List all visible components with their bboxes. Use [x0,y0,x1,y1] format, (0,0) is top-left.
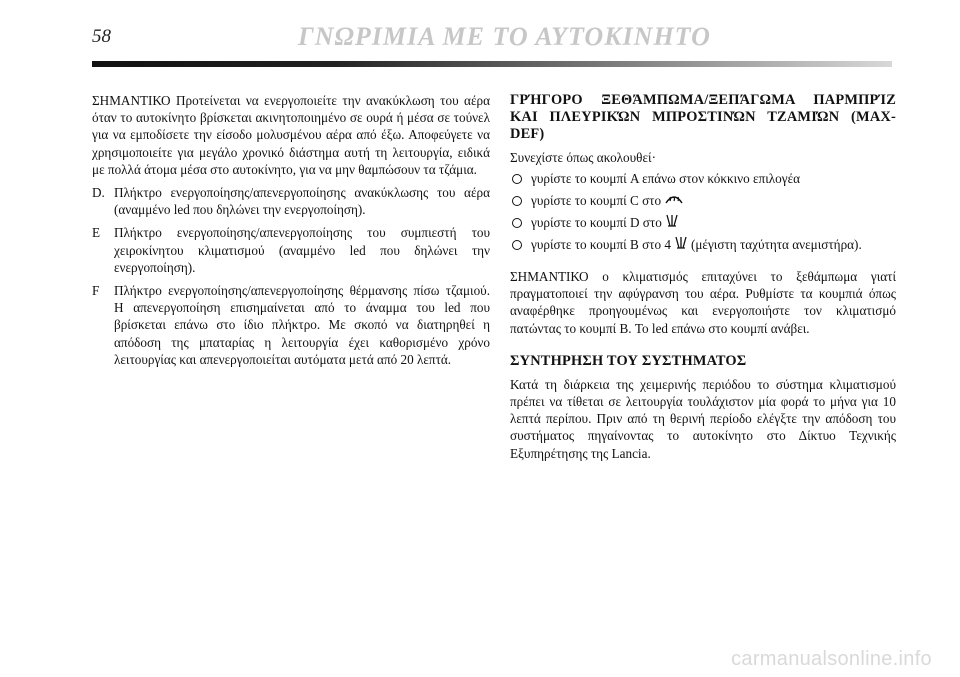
fan-icon [665,214,679,232]
definition-key: F [92,283,100,299]
bullet-circle-icon [512,240,522,250]
definition-text: Πλήκτρο ενεργοποίησης/απενεργοποίησης θέρμανσης πίσω τζαμιού. Η απενεργοποίηση επισημαίνεται από το άναμμα του led που βρίσκεται επάνω στο ίδιο πλήκτρο. Με σκοπό να διατηρηθεί η απόδοση της μπαταρίας η λειτουργία έχει καθορισμένο χρόνο λειτουργίας και απενεργοποιείται αυτόματα μετά από 20 λεπτά. [114,283,490,367]
watermark: carmanualsonline.info [731,648,932,670]
page-number: 58 [92,26,111,47]
step-text-suffix: (μέγιστη ταχύτητα ανεμιστήρα). [690,237,862,253]
step-item [510,170,896,187]
bullet-circle-icon [512,196,522,206]
section-heading-maintenance: ΣΥΝΤΗΡΗΣΗ ΤΟΥ ΣΥΣΤΗΜΑΤΟΣ [510,352,747,369]
step-item [510,191,896,209]
step-text: γυρίστε το κουμπί C στο [531,192,662,208]
page-title: ΓΝΩΡΙΜΙΑ ΜΕ ΤΟ ΑΥΤΟΚΙΝΗΤΟ [298,22,711,51]
step-item [510,214,896,232]
definition-key: E [92,225,101,241]
definition-text: Πλήκτρο ενεργοποίησης/απενεργοποίησης του συμπιεστή του χειροκίνητου κλιματισμού (αναμμένο led που δηλώνει την ενεργοποίηση). [114,225,490,275]
maintenance-paragraph: Κατά τη διάρκεια της χειμερινής περιόδου το σύστημα κλιματισμού πρέπει να τίθεται σε λειτουργία τουλάχιστον μία φορά το μήνα για 10 λεπτά περίπου. Πριν από τη θερινή περίοδο ελέγξτε την απόδοση του συστήματος πηγαίνοντας το αυτοκίνητο στο Δίκτυο Τεχνικής Εξυπηρέτησης της Lancia. [510,376,896,461]
step-item [510,236,896,254]
step-text: γυρίστε το κουμπί D στο [531,215,662,231]
header-rule [92,61,892,67]
bullet-circle-icon [512,218,522,228]
intro-text: Συνεχίστε όπως ακολουθεί· [510,150,656,165]
definition-text: Πλήκτρο ενεργοποίησης/απενεργοποίησης ανακύκλωσης του αέρα (αναμμένο led που δηλώνει την ενεργοποίηση). [114,185,490,218]
bullet-circle-icon [512,174,522,184]
definition-item-d [92,184,490,218]
section-heading-max-def: ΓΡΉΓΟΡΟ ΞΕΘΆΜΠΩΜΑ/ΞΕΠΆΓΩΜΑ ΠΑΡΜΠΡΊΖ ΚΑΙ ΠΛΕΥΡΙΚΏΝ ΜΠΡΟΣΤΙΝΏΝ ΤΖΑΜΙΏΝ (MAX-DEF) [510,92,896,142]
definition-item-e [92,224,490,276]
left-column [92,92,490,374]
right-column [510,92,896,462]
definition-item-f [92,282,490,368]
windshield-defrost-icon [664,191,684,209]
step-text: γυρίστε το κουμπί B στο 4 [531,237,671,253]
notice-paragraph: ΣΗΜΑΝΤΙΚΟ Προτείνεται να ενεργοποιείτε την ανακύκλωση του αέρα όταν το αυτοκίνητο βρίσκεται ακινητοποιημένο σε ουρά ή μέσα σε τούνελ για να εμποδίσετε την είσοδο μολυσμένου αέρα από έξω. Αποφεύγετε να χρησιμοποιείτε για μεγάλο χρονικό διάστημα αυτή τη λειτουργία, ειδικά με πολλά άτομα μέσα στο αυτοκίνητο, για να μην θαμπώσουν τα τζάμια. [92,93,490,177]
fan-icon [674,236,688,254]
definition-key: D. [92,185,105,201]
notice-paragraph-ac: ΣΗΜΑΝΤΙΚΟ ο κλιματισμός επιταχύνει το ξεθάμπωμα γιατί πραγματοποιεί την αφύγρανση του αέρα. Ρυθμίστε τα κουμπιά όπως αναφέρθηκε προηγουμένως και ενεργοποιήστε τον κλιματισμό πατώντας το κουμπί B. Το led επάνω στο κουμπί ανάβει. [510,269,896,336]
step-text: γυρίστε το κουμπί A επάνω στον κόκκινο επιλογέα [531,171,801,187]
